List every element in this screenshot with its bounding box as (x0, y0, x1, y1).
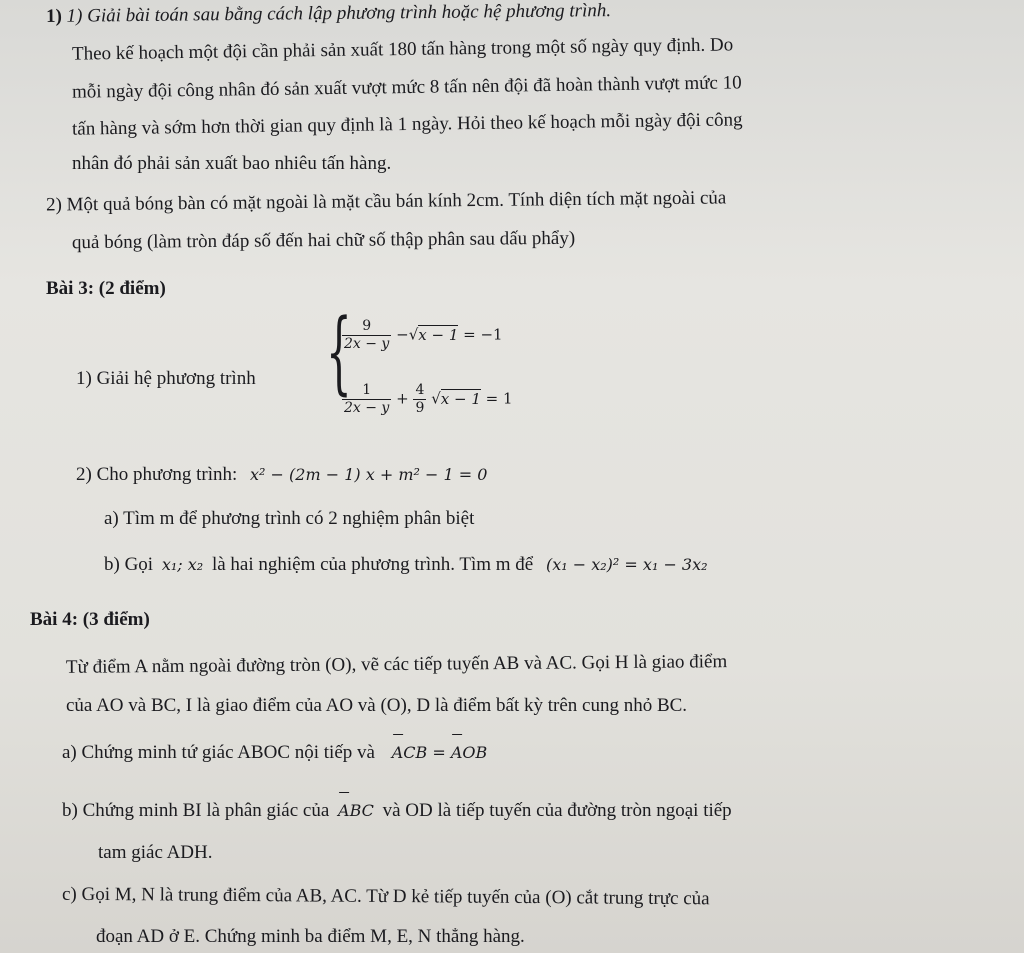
quadratic-equation: x² − (2m − 1) x + m² − 1 = 0 (250, 465, 488, 484)
system-brace: { (326, 300, 352, 405)
bai-4-intro-line-2: của AO và BC, I là giao điểm của AO và (O), D là điểm bất kỳ trên cung nhỏ BC. (66, 695, 688, 716)
question-2-line-2: quả bóng (làm tròn đáp số đến hai chữ số thập phân sau dấu phẩy) (71, 227, 576, 254)
question-1-line-3: tấn hàng và sớm hơn thời gian quy định là 1 ngày. Hỏi theo kế hoạch mỗi ngày đội công (71, 109, 743, 140)
question-2-line-1: 2) Một quả bóng bàn có mặt ngoài là mặt cầu bán kính 2cm. Tính diện tích mặt ngoài của (45, 187, 727, 216)
equation-2: $\frac{1}{2x - y}$ + $\frac{4}{9}$ √x − 1 = 1 (344, 382, 513, 416)
question-1-header: 1) 1) Giải bài toán sau bằng cách lập phương trình hoặc hệ phương trình. (45, 0, 612, 27)
equation-1: $\frac{9}{2x - y}$ −√x − 1 = −1 (344, 318, 503, 352)
question-1-line-4: nhân đó phải sản xuất bao nhiêu tấn hàng. (72, 153, 392, 174)
bai-4-part-b-line-2: tam giác ADH. (98, 842, 213, 863)
bai-3-item-2: 2) Cho phương trình: x² − (2m − 1) x + m² − 1 = 0 (76, 464, 488, 485)
angle-equality: ACB = AOB (392, 743, 488, 762)
question-1-line-2: mỗi ngày đội công nhân đó sản xuất vượt mức 8 tấn nên đội đã hoàn thành vượt mức 10 (71, 72, 742, 103)
condition-expression: (x₁ − x₂)² = x₁ − 3x₂ (545, 555, 708, 574)
bai-3-item-2b: b) Gọi x₁; x₂ là hai nghiệm của phương trình. Tìm m để (x₁ − x₂)² = x₁ − 3x₂ (104, 554, 708, 575)
bai-4-title: Bài 4: (3 điểm) (30, 609, 150, 630)
bai-3-item-1-label: 1) Giải hệ phương trình (76, 368, 256, 389)
bai-4-intro-line-1: Từ điểm A nằm ngoài đường tròn (O), vẽ các tiếp tuyến AB và AC. Gọi H là giao điểm (65, 651, 728, 678)
bai-3-item-2a: a) Tìm m để phương trình có 2 nghiệm phân biệt (104, 508, 475, 529)
bai-3-title: Bài 3: (2 điểm) (46, 278, 166, 299)
bai-4-part-c-line-1: c) Gọi M, N là trung điểm của AB, AC. Từ D kẻ tiếp tuyến của (O) cắt trung trực của (61, 883, 710, 910)
bai-4-part-b-line-1: b) Chứng minh BI là phân giác của ABC và OD là tiếp tuyến của đường tròn ngoại tiếp (62, 800, 732, 821)
bai-4-part-a: a) Chứng minh tứ giác ABOC nội tiếp và ACB = AOB (62, 742, 488, 763)
bai-4-part-c-line-2: đoạn AD ở E. Chứng minh ba điểm M, E, N thẳng hàng. (96, 926, 525, 947)
question-1-line-1: Theo kế hoạch một đội cần phải sản xuất 180 tấn hàng trong một số ngày quy định. Do (71, 34, 734, 65)
